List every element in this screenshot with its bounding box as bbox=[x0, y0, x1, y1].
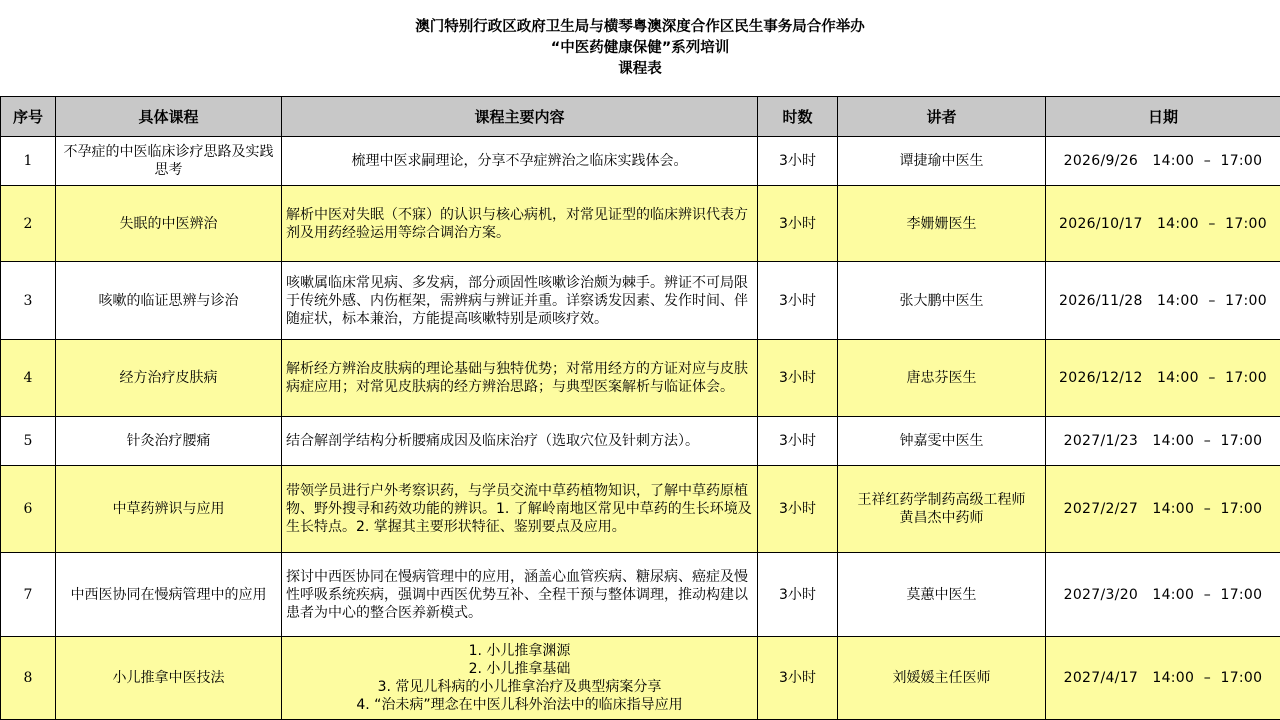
column-header-course: 具体课程 bbox=[56, 97, 282, 137]
row-number: 3 bbox=[1, 262, 56, 340]
course-hours: 3小时 bbox=[758, 262, 838, 340]
course-content bbox=[282, 186, 758, 262]
content-line: 带领学员进行户外考察识药，与学员交流中草药植物知识，了解中草药原植物、野外搜寻和药效功能的辨识。1. 了解岭南地区常见中草药的生长环境及生长特点。2. 掌握其主要形状特征、鉴别要点及应用。 bbox=[286, 482, 753, 536]
content-line: 2. 小儿推拿基础 bbox=[286, 660, 753, 678]
column-header-no: 序号 bbox=[1, 97, 56, 137]
content-line: 解析中医对失眠（不寐）的认识与核心病机，对常见证型的临床辨识代表方剂及用药经验运用等综合调治方案。 bbox=[286, 206, 753, 242]
table-row bbox=[1, 466, 1280, 553]
content-line: 结合解剖学结构分析腰痛成因及临床治疗（选取穴位及针刺方法）。 bbox=[286, 432, 753, 450]
course-speaker bbox=[838, 340, 1046, 417]
course-hours: 3小时 bbox=[758, 466, 838, 553]
speaker-name: 谭捷瑜中医生 bbox=[842, 152, 1041, 170]
course-date: 2026/10/17 14:00 – 17:00 bbox=[1046, 186, 1280, 262]
course-date: 2026/11/28 14:00 – 17:00 bbox=[1046, 262, 1280, 340]
schedule-title: 课程表 bbox=[0, 59, 1280, 80]
course-schedule-table bbox=[0, 96, 1280, 720]
course-content bbox=[282, 553, 758, 637]
course-name: 中草药辨识与应用 bbox=[56, 466, 282, 553]
course-speaker bbox=[838, 417, 1046, 466]
column-header-content: 课程主要内容 bbox=[282, 97, 758, 137]
content-line: 1. 小儿推拿渊源 bbox=[286, 642, 753, 660]
course-name: 经方治疗皮肤病 bbox=[56, 340, 282, 417]
course-content bbox=[282, 466, 758, 553]
course-date: 2027/2/27 14:00 – 17:00 bbox=[1046, 466, 1280, 553]
course-name: 失眠的中医辨治 bbox=[56, 186, 282, 262]
content-line: 解析经方辨治皮肤病的理论基础与独特优势；对常用经方的方证对应与皮肤病症应用；对常见皮肤病的经方辨治思路；与典型医案解析与临证体会。 bbox=[286, 360, 753, 396]
speaker-name: 唐忠芬医生 bbox=[842, 369, 1041, 387]
content-line: 探讨中西医协同在慢病管理中的应用，涵盖心血管疾病、糖尿病、癌症及慢性呼吸系统疾病，强调中西医优势互补、全程干预与整体调理，推动构建以患者为中心的整合医养新模式。 bbox=[286, 568, 753, 622]
course-hours: 3小时 bbox=[758, 553, 838, 637]
speaker-name: 张大鹏中医生 bbox=[842, 292, 1041, 310]
series-title: “中医药健康保健”系列培训 bbox=[0, 38, 1280, 59]
row-number: 2 bbox=[1, 186, 56, 262]
course-content bbox=[282, 417, 758, 466]
speaker-name: 黄昌杰中药师 bbox=[842, 509, 1041, 527]
column-header-date: 日期 bbox=[1046, 97, 1280, 137]
course-content bbox=[282, 340, 758, 417]
course-name: 中西医协同在慢病管理中的应用 bbox=[56, 553, 282, 637]
speaker-name: 李姗姗医生 bbox=[842, 215, 1041, 233]
table-row bbox=[1, 186, 1280, 262]
row-number: 1 bbox=[1, 137, 56, 186]
content-line: 4. “治未病”理念在中医儿科外治法中的临床指导应用 bbox=[286, 696, 753, 714]
course-date: 2026/9/26 14:00 – 17:00 bbox=[1046, 137, 1280, 186]
course-name: 不孕症的中医临床诊疗思路及实践思考 bbox=[56, 137, 282, 186]
row-number: 6 bbox=[1, 466, 56, 553]
speaker-name: 刘媛媛主任医师 bbox=[842, 669, 1041, 687]
schedule-header bbox=[0, 0, 1280, 96]
course-hours: 3小时 bbox=[758, 137, 838, 186]
table-row bbox=[1, 340, 1280, 417]
row-number: 8 bbox=[1, 637, 56, 720]
speaker-name: 王祥红药学制药高级工程师 bbox=[842, 491, 1041, 509]
table-row bbox=[1, 637, 1280, 720]
content-line: 咳嗽属临床常见病、多发病，部分顽固性咳嗽诊治颇为棘手。辨证不可局限于传统外感、内伤框架，需辨病与辨证并重。详察诱发因素、发作时间、伴随症状，标本兼治，方能提高咳嗽特别是顽咳疗效。 bbox=[286, 274, 753, 328]
row-number: 5 bbox=[1, 417, 56, 466]
course-speaker bbox=[838, 262, 1046, 340]
column-header-speaker: 讲者 bbox=[838, 97, 1046, 137]
course-name: 小儿推拿中医技法 bbox=[56, 637, 282, 720]
course-hours: 3小时 bbox=[758, 417, 838, 466]
course-speaker bbox=[838, 137, 1046, 186]
course-date: 2026/12/12 14:00 – 17:00 bbox=[1046, 340, 1280, 417]
speaker-name: 钟嘉雯中医生 bbox=[842, 432, 1041, 450]
speaker-name: 莫蕙中医生 bbox=[842, 586, 1041, 604]
content-line: 梳理中医求嗣理论，分享不孕症辨治之临床实践体会。 bbox=[286, 152, 753, 170]
row-number: 4 bbox=[1, 340, 56, 417]
course-date: 2027/3/20 14:00 – 17:00 bbox=[1046, 553, 1280, 637]
organizer-title: 澳门特别行政区政府卫生局与横琴粤澳深度合作区民生事务局合作举办 bbox=[0, 0, 1280, 38]
course-date: 2027/1/23 14:00 – 17:00 bbox=[1046, 417, 1280, 466]
course-name: 咳嗽的临证思辨与诊治 bbox=[56, 262, 282, 340]
course-speaker bbox=[838, 466, 1046, 553]
course-date: 2027/4/17 14:00 – 17:00 bbox=[1046, 637, 1280, 720]
course-hours: 3小时 bbox=[758, 340, 838, 417]
course-speaker bbox=[838, 186, 1046, 262]
table-header-row bbox=[1, 97, 1280, 137]
row-number: 7 bbox=[1, 553, 56, 637]
course-name: 针灸治疗腰痛 bbox=[56, 417, 282, 466]
course-content bbox=[282, 637, 758, 720]
content-line: 3. 常见儿科病的小儿推拿治疗及典型病案分享 bbox=[286, 678, 753, 696]
table-row bbox=[1, 262, 1280, 340]
course-hours: 3小时 bbox=[758, 186, 838, 262]
course-hours: 3小时 bbox=[758, 637, 838, 720]
table-row bbox=[1, 553, 1280, 637]
course-content bbox=[282, 137, 758, 186]
table-row bbox=[1, 417, 1280, 466]
course-speaker bbox=[838, 553, 1046, 637]
course-speaker bbox=[838, 637, 1046, 720]
table-row bbox=[1, 137, 1280, 186]
column-header-hours: 时数 bbox=[758, 97, 838, 137]
course-content bbox=[282, 262, 758, 340]
